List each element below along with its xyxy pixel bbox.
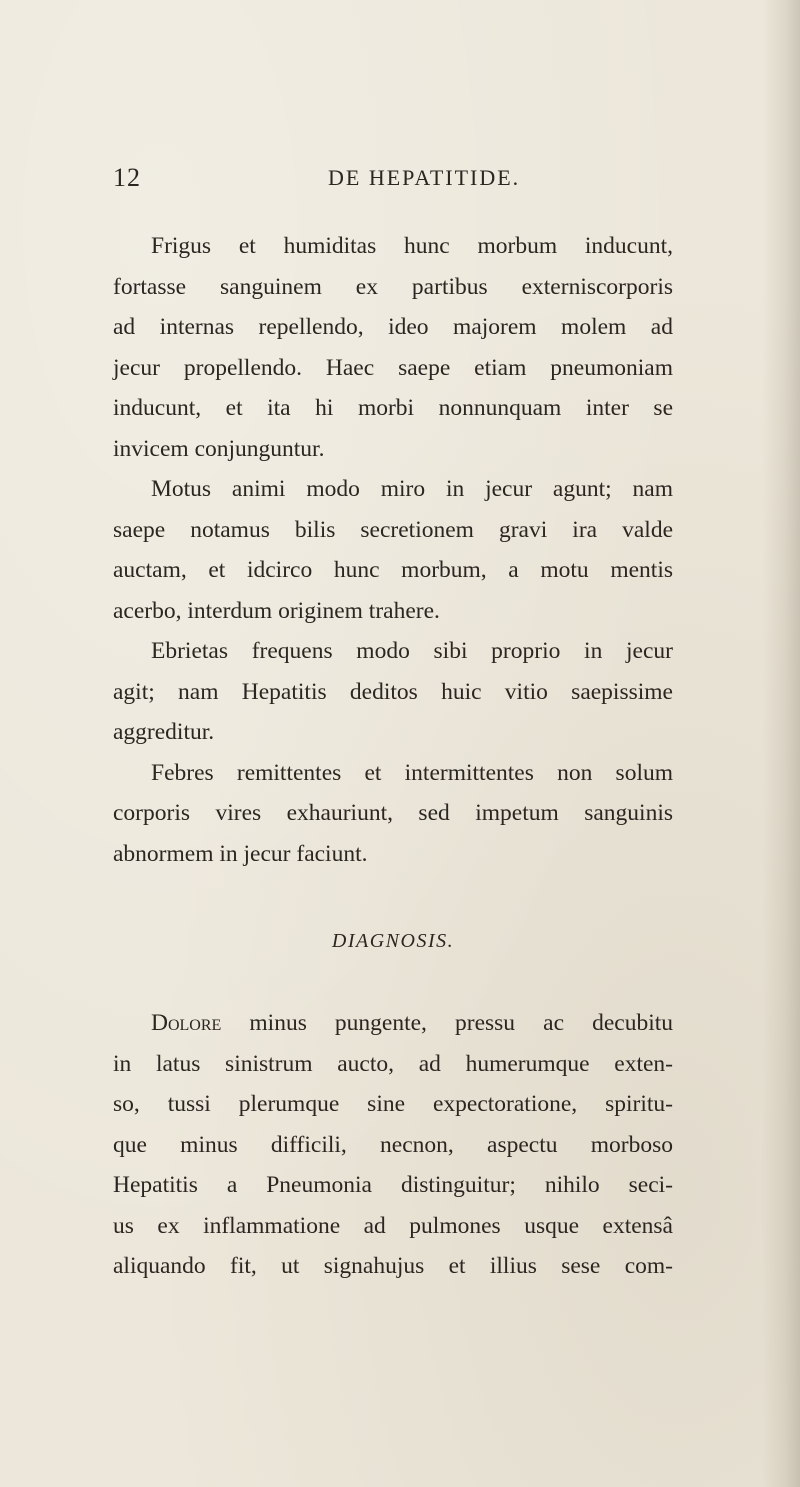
text-line: que minus difficili, necnon, aspectu morboso [113,1131,673,1158]
paragraph [113,226,673,469]
text-line: auctam, et idcirco hunc morbum, a motu mentis [113,557,673,583]
text-line: Hepatitis a Pneumonia distinguitur; nihilo seci- [113,1172,673,1198]
text-line: aliquando fit, ut signahujus et illius sese com- [113,1253,673,1279]
paragraph [113,1003,673,1287]
text-line: ad internas repellendo, ideo majorem molem ad [113,314,673,340]
text-line: jecur propellendo. Haec saepe etiam pneumoniam [113,354,673,381]
text-line: in latus sinistrum aucto, ad humerumque exten- [113,1050,673,1077]
text-line: saepe notamus bilis secretionem gravi ira valde [113,516,673,543]
text-line [113,1003,673,1044]
page-edge-shadow [762,0,800,1487]
text-line: agit; nam Hepatitis deditos huic vitio saepissime [113,678,673,705]
text-line: Febres remittentes et intermittentes non solum [151,759,673,786]
text-line: inducunt, et ita hi morbi nonnunquam inter se [113,395,673,421]
text-line: fortasse sanguinem ex partibus externiscorporis [113,273,673,300]
paragraph [113,631,673,753]
running-head [113,163,583,193]
text-line: aggreditur. [113,719,215,745]
page-number: 12 [113,163,141,192]
text-line: Motus animi modo miro in jecur agunt; nam [151,476,673,502]
body-text-lower [113,1003,673,1287]
text-line: corporis vires exhauriunt, sed impetum sanguinis [113,800,673,826]
text-line: so, tussi plerumque sine expectoratione, spiritu- [113,1091,673,1117]
lead-word: Dolore [151,1010,222,1036]
text-line: abnormem in jecur faciunt. [113,840,368,867]
body-text-upper [113,226,673,874]
text-line: invicem conjunguntur. [113,435,325,462]
line-rest: minus pungente, pressu ac decubitu [221,1010,673,1036]
text-line: Frigus et humiditas hunc morbum inducunt, [151,233,673,259]
paragraph [113,753,673,875]
text-line: acerbo, interdum originem trahere. [113,597,440,624]
section-heading: DIAGNOSIS. [331,930,455,952]
text-line: us ex inflammatione ad pulmones usque extensâ [113,1212,673,1239]
running-title: DE HEPATITIDE. [328,165,521,190]
text-line: Ebrietas frequens modo sibi proprio in jecur [151,638,673,664]
paragraph [113,469,673,631]
